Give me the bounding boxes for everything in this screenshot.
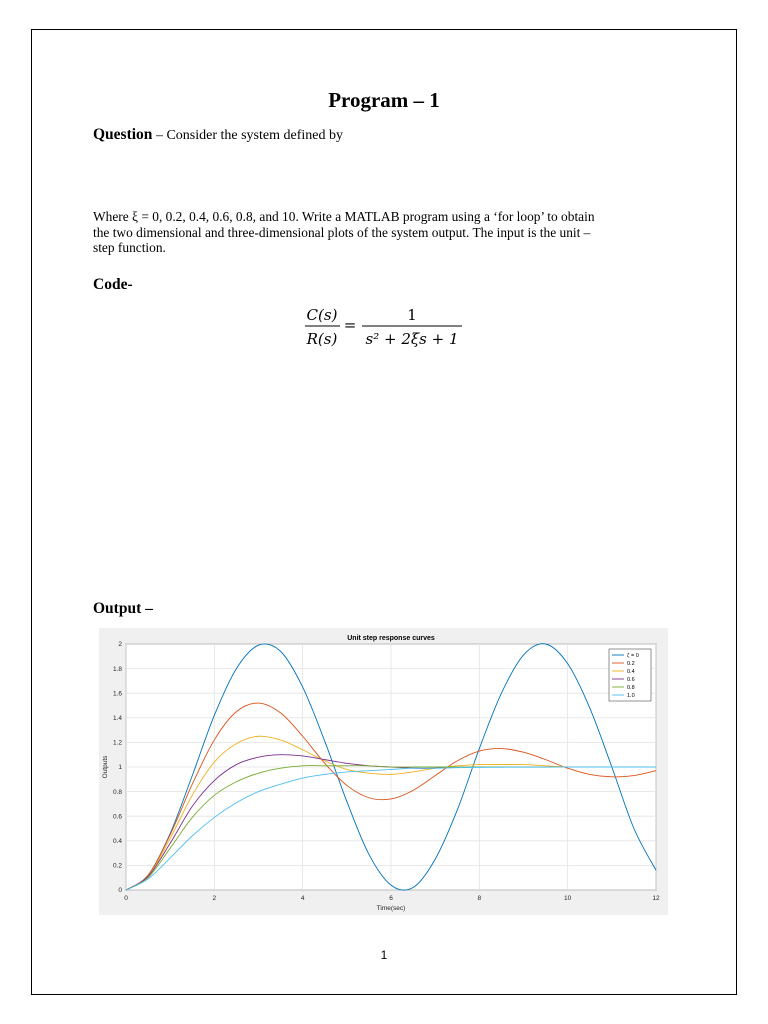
y-tick-label: 1 xyxy=(118,764,122,772)
y-tick-label: 0 xyxy=(118,887,122,895)
x-tick-label: 2 xyxy=(212,895,217,902)
description-line-3: step function. xyxy=(93,240,166,256)
legend-entry-1: 0.2 xyxy=(627,661,635,667)
equals-sign: = xyxy=(343,316,357,334)
equation-numerator-right: 1 xyxy=(407,306,417,324)
question-line xyxy=(93,126,343,144)
y-tick-label: 0.6 xyxy=(112,813,122,821)
page-title: Program – 1 xyxy=(328,88,440,112)
question-text: – Consider the system defined by xyxy=(155,128,343,143)
description-line-2: the two dimensional and three-dimensional plots of the system output. The input is the unit – xyxy=(93,224,591,240)
x-tick-label: 6 xyxy=(389,895,393,902)
y-tick-label: 1.4 xyxy=(112,715,122,722)
x-tick-label: 8 xyxy=(477,895,482,902)
y-tick-label: 2 xyxy=(118,641,122,649)
chart-title: Unit step response curves xyxy=(347,635,435,642)
y-tick-label: 0.8 xyxy=(112,788,122,796)
y-tick-label: 0.2 xyxy=(112,862,122,870)
x-axis-label: Time(sec) xyxy=(376,905,406,912)
legend-entry-5: 1.0 xyxy=(627,693,635,699)
equation-denominator-left: R(s) xyxy=(306,330,338,348)
y-tick-label: 1.2 xyxy=(112,739,122,747)
x-tick-label: 12 xyxy=(652,895,660,902)
equation-denominator-right: s² + 2ξs + 1 xyxy=(365,330,459,348)
equation-numerator-left: C(s) xyxy=(306,306,338,324)
x-tick-label: 0 xyxy=(124,895,128,902)
problem-description xyxy=(93,209,673,256)
description-line-1: Where ξ = 0, 0.2, 0.4, 0.6, 0.8, and 10. Write a MATLAB program using a ‘for loop’ to obtain xyxy=(93,209,595,224)
chart-svg xyxy=(99,628,668,915)
x-tick-label: 10 xyxy=(564,895,572,902)
question-label: Question xyxy=(93,126,153,143)
output-heading: Output – xyxy=(93,600,153,617)
code-heading: Code- xyxy=(93,276,133,293)
legend-entry-0: ζ = 0 xyxy=(627,653,639,659)
step-response-chart xyxy=(99,628,668,915)
legend-entry-4: 0.8 xyxy=(627,685,635,691)
legend-entry-3: 0.6 xyxy=(627,677,635,683)
legend-entry-2: 0.4 xyxy=(627,669,635,675)
y-tick-label: 1.6 xyxy=(112,690,122,698)
y-axis-label: Outputs xyxy=(102,755,109,779)
x-tick-label: 4 xyxy=(300,895,305,902)
y-tick-label: 0.4 xyxy=(112,838,122,845)
page-number: 1 xyxy=(380,948,388,962)
y-tick-label: 1.8 xyxy=(112,665,122,673)
